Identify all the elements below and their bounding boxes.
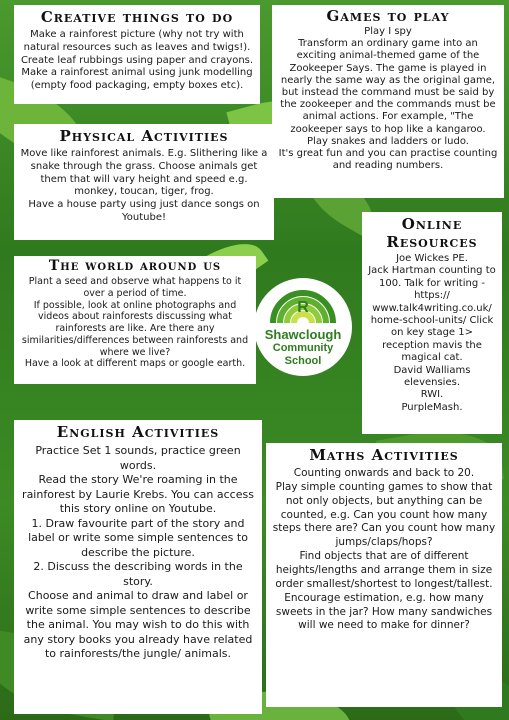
online-panel	[362, 212, 502, 434]
logo-school-name: Shawclough	[264, 327, 342, 342]
logo-school-name: Community	[272, 342, 334, 354]
english-line: 2. Discuss the describing words in the story.	[33, 560, 243, 588]
maths-line: Counting onwards and back to 20.	[293, 467, 475, 479]
physical-line: Have a house party using just dance songs on Youtube!	[28, 199, 260, 223]
creative-line: Make a rainforest picture (why not try with natural resources such as leaves and twigs!).	[23, 29, 251, 53]
games-line: Transform an ordinary game into an exciting animal-themed game of the Zookeeper Says. The game is played in nearly the same way as the original game, but instead the command must be said by the zookeeper and the commands must be animal actions. For example, "The zookeeper says to hop like a kangaroo.	[280, 38, 496, 135]
logo-letter: R	[297, 299, 309, 316]
games-line: Play I spy	[364, 26, 412, 37]
games-line: Play snakes and ladders or ludo.	[307, 135, 469, 147]
english-line: Choose and animal to draw and label or write some simple sentences to describe the animal. You may wish to do this with any story books you already have related to rainforests/the jungle/ animals.	[23, 589, 253, 661]
online-line: David Walliams elevensies.	[393, 364, 471, 388]
english-line: Practice Set 1 sounds, practice green words.	[35, 444, 241, 472]
games-panel	[272, 5, 504, 198]
english-panel	[14, 420, 262, 714]
creative-line: Create leaf rubbings using paper and crayons.	[20, 54, 254, 66]
online-line: PurpleMash.	[401, 401, 463, 413]
english-line: Read the story We're roaming in the rainforest by Laurie Krebs. You can access this story online on Youtube.	[22, 473, 254, 516]
maths-line: Play simple counting games to show that not only objects, but anything can be counted, e.g. Can you count how many steps there are? Can you count how many jumps/claps/hops?	[272, 480, 496, 549]
physical-line: Move like rainforest animals. E.g. Slithering like a snake through the grass. Choose animals get them that will vary height and speed e.g. monkey, toucan, tiger, frog.	[20, 148, 268, 198]
logo-school-name: School	[284, 355, 322, 367]
maths-title: Maths Activities	[309, 446, 459, 464]
world-line: Plant a seed and observe what happens to it over a period of time.	[28, 276, 242, 299]
maths-line: Encourage estimation, e.g. how many sweets in the jar? How many sandwiches will we need to make for dinner?	[275, 591, 493, 632]
school-logo	[253, 277, 353, 377]
english-line: 1. Draw favourite part of the story and label or write some simple sentences to describe the picture.	[28, 516, 248, 559]
online-title: Online Resources	[386, 215, 478, 251]
creative-line: Make a rainforest animal using junk modelling (empty food packaging, empty boxes etc).	[21, 67, 253, 92]
world-title: The world around us	[48, 258, 222, 274]
maths-line: Find objects that are of different heights/lengths and arrange them in size order smallest/shortest to longest/tallest.	[275, 550, 493, 590]
games-title: Games to play	[326, 7, 450, 25]
english-title: English Activities	[56, 423, 220, 441]
games-line: It's great fun and you can practise counting and reading numbers.	[278, 147, 498, 172]
world-line: If possible, look at online photographs and videos about rainforests discussing what rainforests are like. Are there any similarities/differences between rainforests and where we live?	[21, 299, 249, 358]
physical-title: Physical Activities	[59, 127, 229, 145]
maths-panel	[266, 443, 502, 707]
online-line: Joe Wickes PE.	[396, 253, 468, 264]
world-line: Have a look at different maps or google earth.	[24, 358, 246, 370]
physical-panel	[14, 124, 274, 240]
creative-panel	[14, 5, 260, 104]
world-panel	[14, 256, 256, 384]
creative-title: Creative things to do	[40, 8, 234, 26]
online-line: RWI.	[420, 389, 444, 401]
online-line: Jack Hartman counting to 100. Talk for writing - https:// www.talk4writing.co.uk/ home-school-units/ Click on key stage 1> reception mavis the magical cat.	[368, 265, 496, 364]
